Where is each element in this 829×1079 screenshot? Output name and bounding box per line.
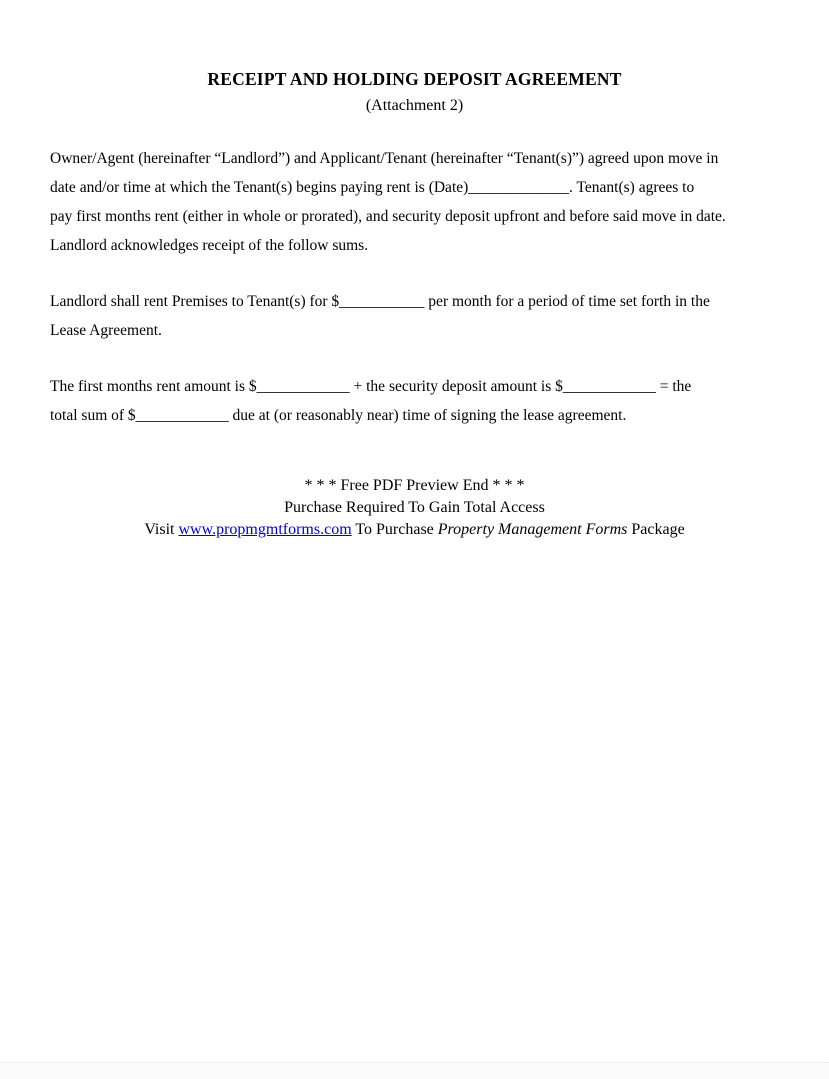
text-line-with-amount-blanks: The first months rent amount is $____________ + the security deposit amount is $____________ = the xyxy=(50,378,692,395)
page-bottom-edge xyxy=(0,1062,829,1079)
paragraph-move-in-agreement xyxy=(50,144,780,260)
paragraph-rent-amount xyxy=(50,287,780,345)
text-line-with-date-blank: date and/or time at which the Tenant(s) begins paying rent is (Date)_____________. Tenant(s) agrees to xyxy=(50,179,695,196)
text-line-with-rent-blank: Landlord shall rent Premises to Tenant(s) for $___________ per month for a period of time set forth in the xyxy=(50,293,710,310)
visit-prefix-text: Visit xyxy=(144,521,179,538)
visit-line xyxy=(0,519,829,541)
product-name-italic: Property Management Forms xyxy=(437,521,628,538)
text-line: Landlord acknowledges receipt of the follow sums. xyxy=(50,237,369,254)
preview-footer xyxy=(0,475,829,541)
text-line: pay first months rent (either in whole or prorated), and security deposit upfront and before said move in date. xyxy=(50,208,726,225)
text-line: Owner/Agent (hereinafter “Landlord”) and Applicant/Tenant (hereinafter “Tenant(s)”) agreed upon move in xyxy=(50,150,719,167)
propmgmtforms-link[interactable]: www.propmgmtforms.com xyxy=(178,521,352,538)
document-title: RECEIPT AND HOLDING DEPOSIT AGREEMENT xyxy=(207,69,622,89)
preview-end-text: * * * Free PDF Preview End * * * xyxy=(304,477,525,494)
visit-mid-text: To Purchase xyxy=(351,521,438,538)
text-line: Lease Agreement. xyxy=(50,322,162,339)
text-line-with-total-blank: total sum of $____________ due at (or reasonably near) time of signing the lease agreement. xyxy=(50,407,627,424)
paragraph-deposit-sums xyxy=(50,372,780,430)
document-subtitle: (Attachment 2) xyxy=(365,97,464,114)
visit-suffix-text: Package xyxy=(627,521,685,538)
purchase-required-text: Purchase Required To Gain Total Access xyxy=(284,499,545,516)
